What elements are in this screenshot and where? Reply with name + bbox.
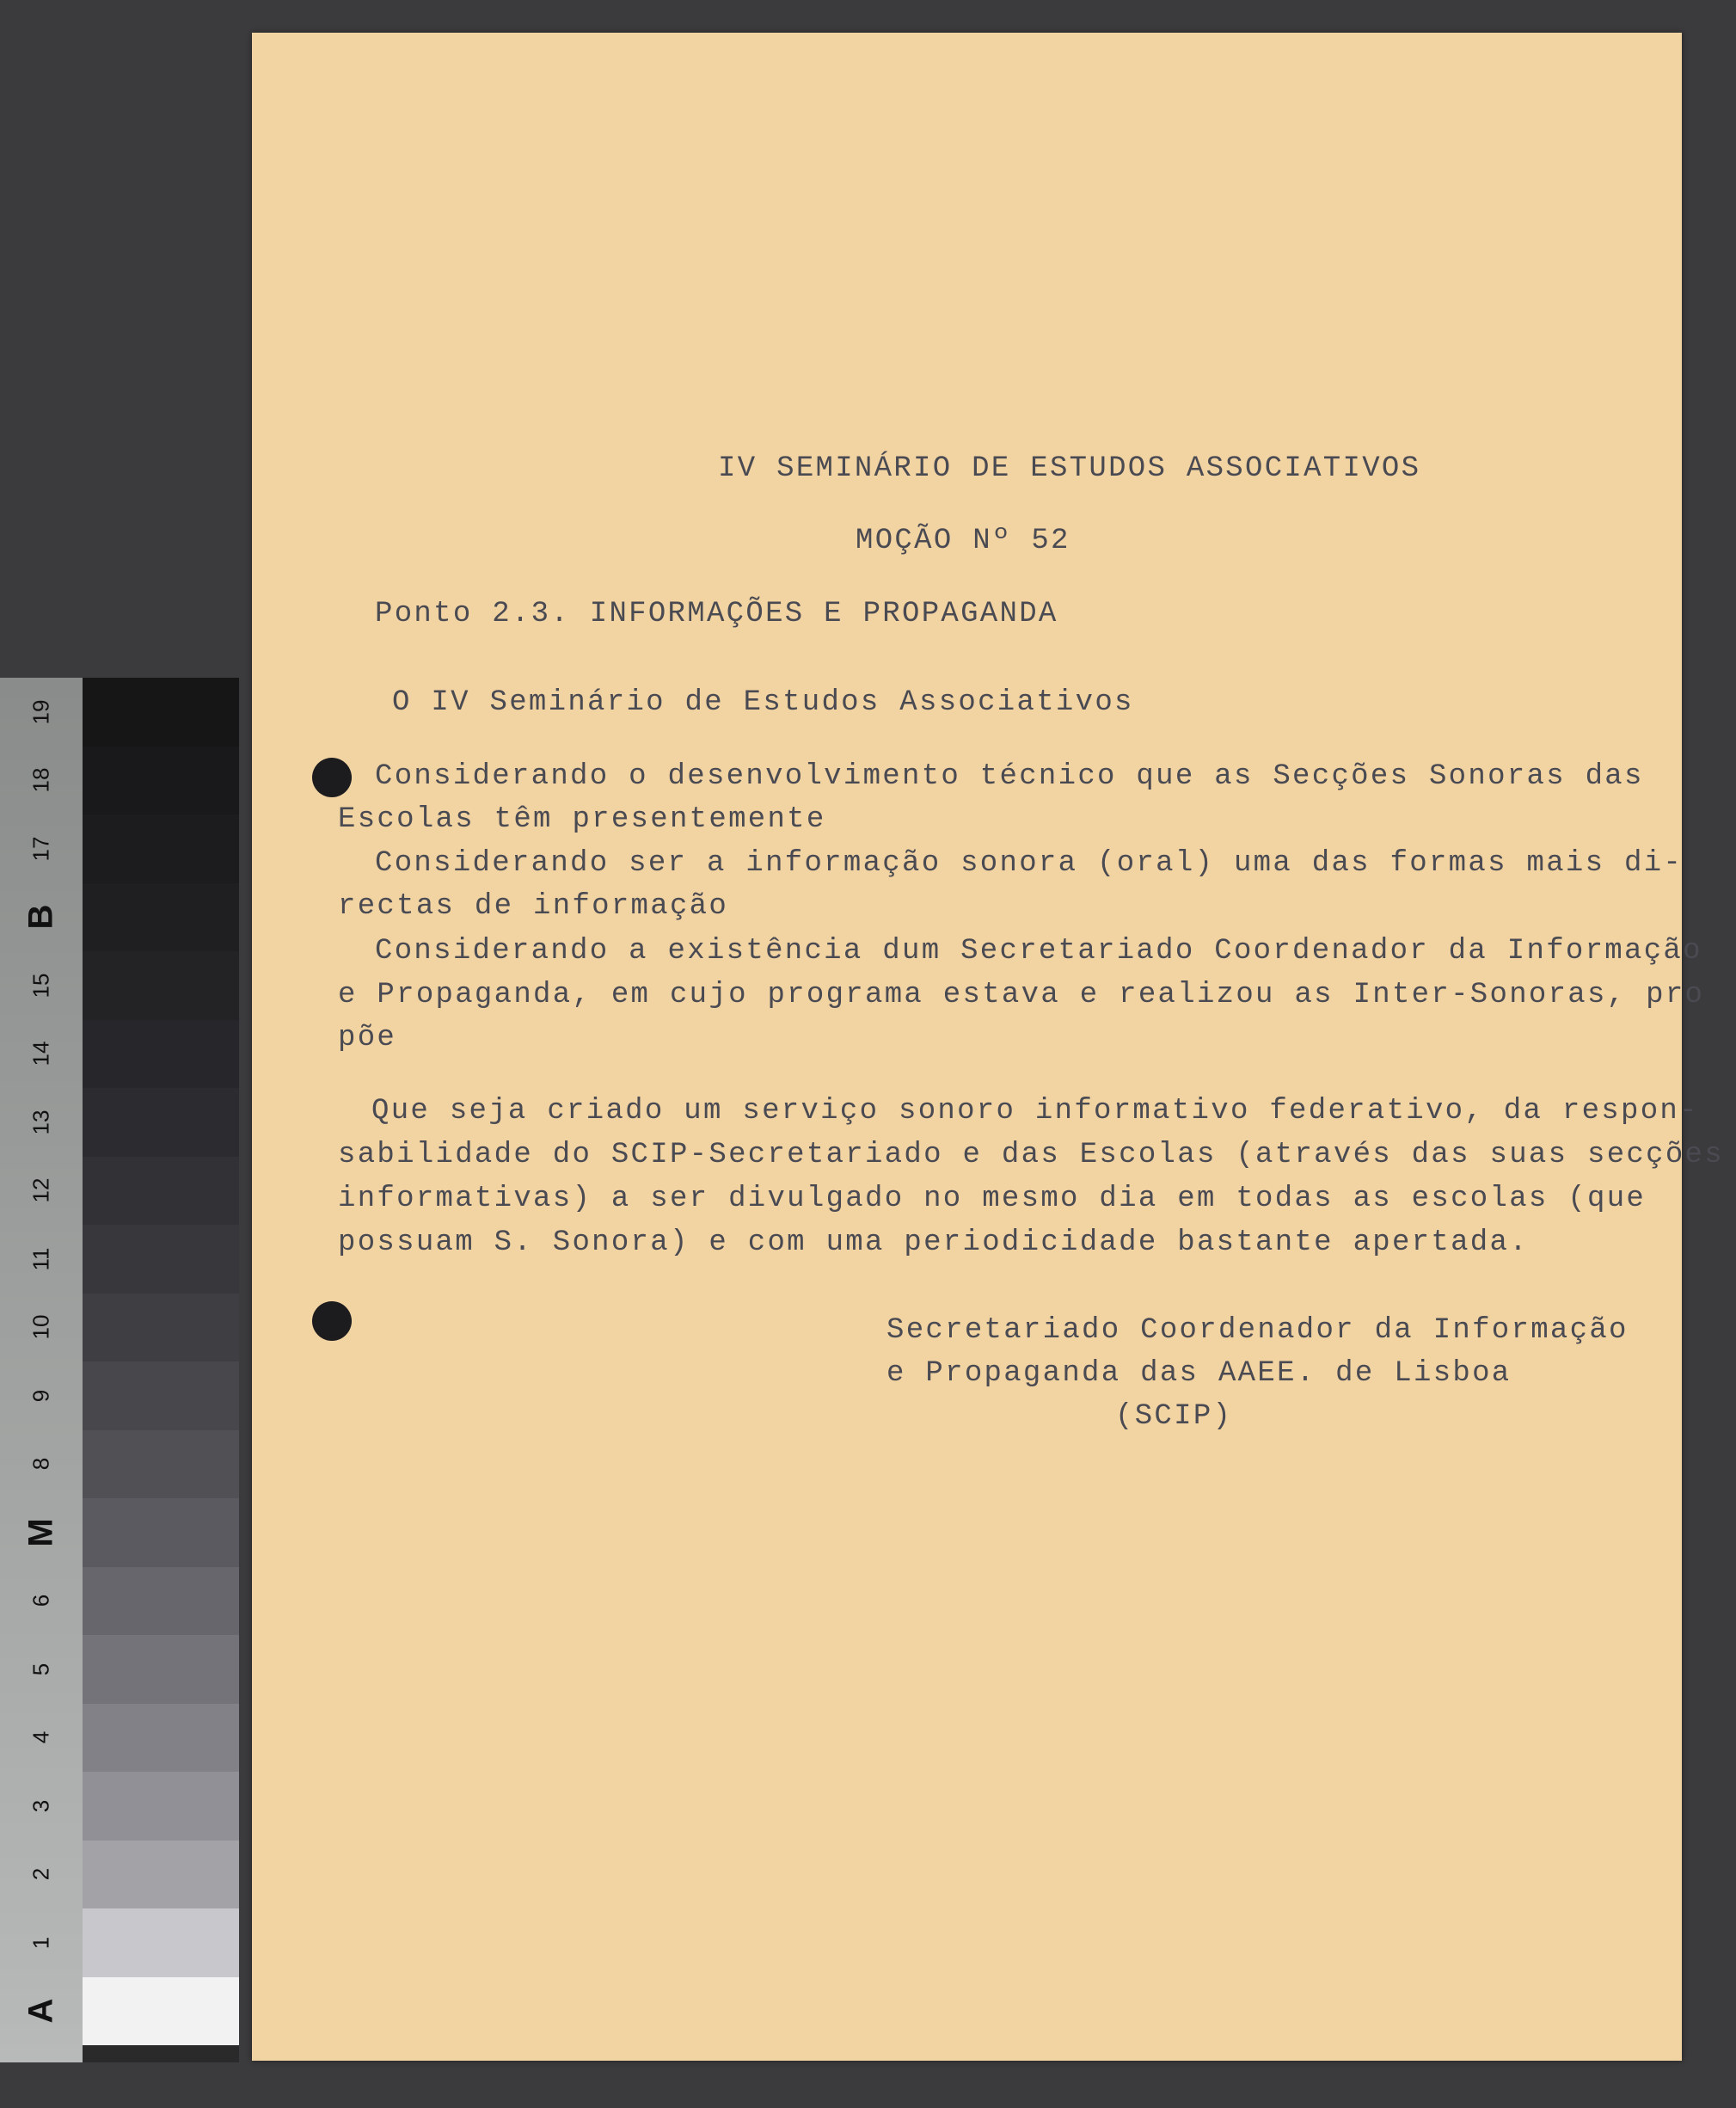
scale-swatch (83, 1977, 239, 2046)
scale-swatch (83, 1088, 239, 1157)
scale-swatch (83, 883, 239, 952)
scale-swatch (83, 1361, 239, 1430)
scale-swatch (83, 1294, 239, 1362)
considerando-line: rectas de informação (338, 890, 729, 923)
scale-swatch (83, 747, 239, 815)
considerando-line: Considerando o desenvolvimento técnico que as Secções Sonoras das (375, 760, 1644, 793)
signature-line: e Propaganda das AAEE. de Lisboa (886, 1357, 1512, 1390)
scale-swatch (83, 1635, 239, 1704)
scale-swatch (83, 1020, 239, 1089)
scale-swatch (83, 1772, 239, 1841)
agenda-point: Ponto 2.3. INFORMAÇÕES E PROPAGANDA (375, 598, 1058, 630)
scale-swatch (83, 1157, 239, 1226)
scale-swatch (83, 678, 239, 747)
scale-swatch (83, 1704, 239, 1773)
scale-swatch (83, 1225, 239, 1294)
document-page (252, 33, 1724, 2061)
scale-swatch (83, 1430, 239, 1499)
considerando-line: Considerando ser a informação sonora (oral) uma das formas mais di- (375, 847, 1684, 880)
signature-line: Secretariado Coordenador da Informação (886, 1314, 1629, 1347)
scale-swatch (83, 1567, 239, 1636)
considerando-line: Escolas têm presentemente (338, 803, 826, 836)
scale-swatch (83, 951, 239, 1020)
considerando-line: põe (338, 1022, 397, 1054)
color-calibration-scale: 19 18 17 B 15 14 13 12 11 10 9 8 M 6 5 4 3 2 1 A (0, 678, 239, 2062)
proposal-line: possuam S. Sonora) e com uma periodicidade bastante apertada. (338, 1226, 1529, 1259)
motion-number: MOÇÃO Nº 52 (856, 525, 1070, 557)
scale-swatch (83, 1841, 239, 1909)
considerando-line: e Propaganda, em cujo programa estava e realizou as Inter-Sonoras, pro (338, 979, 1705, 1011)
scale-swatch (83, 1498, 239, 1567)
proposal-line: informativas) a ser divulgado no mesmo dia em todas as escolas (que (338, 1183, 1647, 1215)
scale-swatch (83, 814, 239, 883)
scale-swatch (83, 1908, 239, 1977)
proposal-line: Que seja criado um serviço sonoro informativo federativo, da respon- (371, 1095, 1699, 1128)
considerando-line: Considerando a existência dum Secretariado Coordenador da Informação (375, 935, 1702, 968)
signature-line: (SCIP) (1115, 1400, 1233, 1433)
punch-hole-top (312, 758, 352, 797)
scale-number-column (0, 678, 83, 2062)
punch-hole-bottom (312, 1301, 352, 1341)
proposal-line: sabilidade do SCIP-Secretariado e das Escolas (através das suas secções (338, 1139, 1724, 1171)
document-header: IV SEMINÁRIO DE ESTUDOS ASSOCIATIVOS (718, 452, 1421, 485)
intro-line: O IV Seminário de Estudos Associativos (392, 686, 1134, 719)
